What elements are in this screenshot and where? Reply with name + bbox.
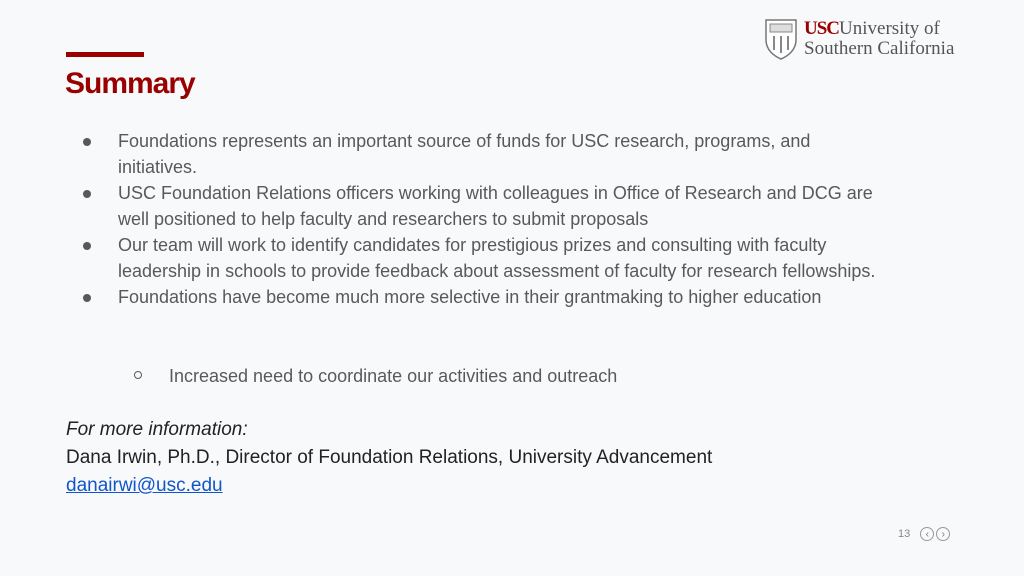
bullet-dot-icon [83,190,91,198]
list-item [80,180,880,232]
bullet-circle-icon [134,371,142,379]
bullet-dot-icon [83,242,91,250]
bullet-text: Our team will work to identify candidates for prestigious prizes and consulting with faculty leadership in schools to provide feedback about assessment of faculty for research fellowships. [118,235,876,281]
chevron-right-icon[interactable]: › [936,527,950,541]
slide-pager [898,527,950,541]
usc-seal-icon [764,18,798,60]
logo-brand: USC [804,18,840,39]
list-item [80,284,880,310]
chevron-left-icon[interactable]: ‹ [920,527,934,541]
page-number: 13 [898,528,911,540]
bullet-dot-icon [83,294,91,302]
sub-bullet-text: Increased need to coordinate our activities and outreach [169,366,618,386]
list-item [80,363,880,389]
logo-line2: Southern California [804,38,955,59]
list-item [80,232,880,284]
summary-bullet-list [80,128,880,310]
usc-logo [764,18,954,60]
page-title: Summary [65,67,195,100]
bullet-text: USC Foundation Relations officers working with colleagues in Office of Research and DCG are well positioned to help faculty and researchers to submit proposals [118,183,873,229]
contact-email-link[interactable]: danairwi@usc.edu [66,475,223,496]
list-item [80,128,880,180]
title-accent-bar [66,52,144,57]
logo-line1: University of [839,18,940,39]
contact-name: Dana Irwin, Ph.D., Director of Foundation Relations, University Advancement [66,447,713,468]
contact-block [66,416,712,500]
contact-label: For more information: [66,419,248,440]
bullet-text: Foundations represents an important source of funds for USC research, programs, and initiatives. [118,131,811,177]
bullet-text: Foundations have become much more selective in their grantmaking to higher education [118,287,822,307]
bullet-dot-icon [83,138,91,146]
sub-bullet-list [80,363,880,389]
